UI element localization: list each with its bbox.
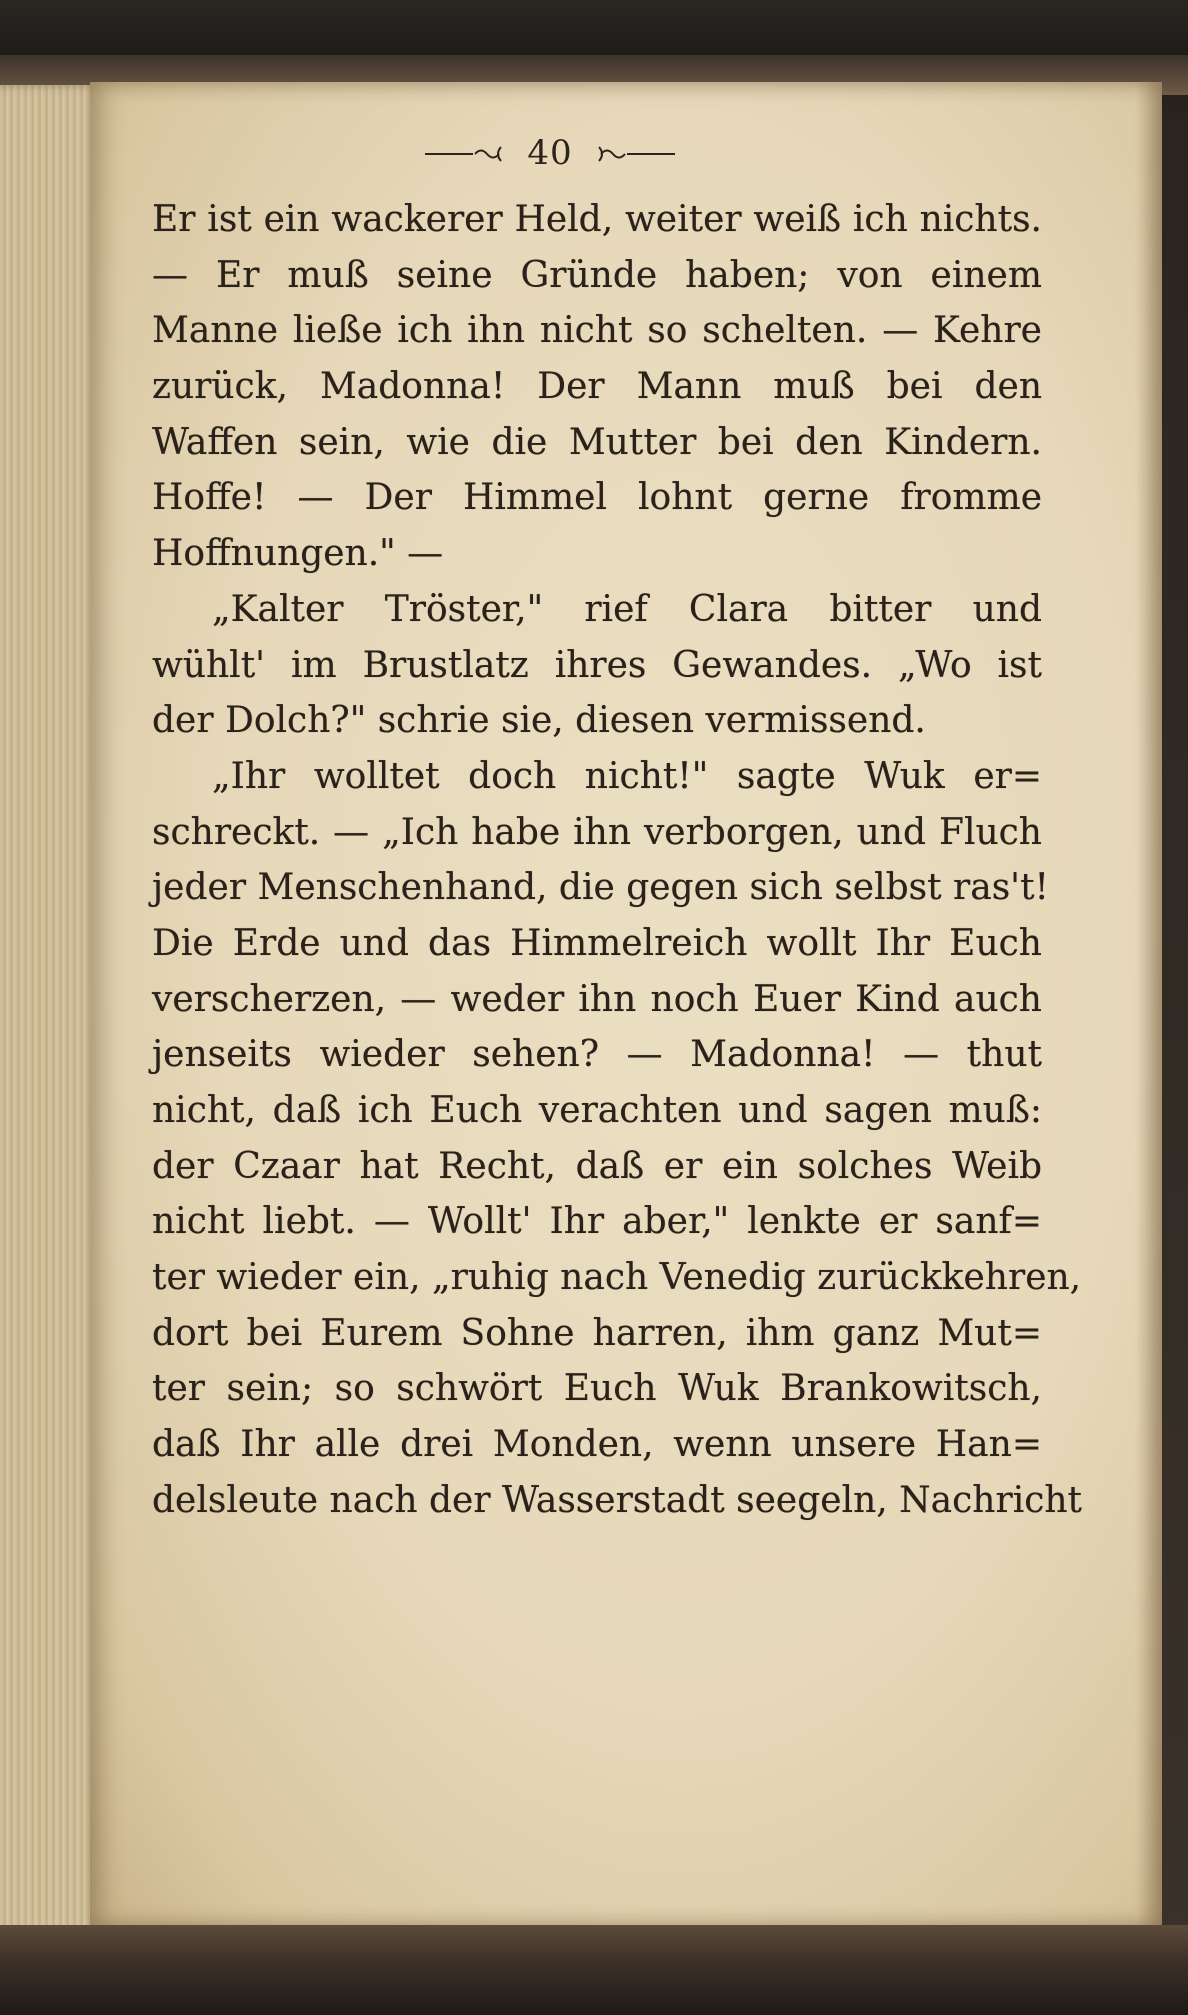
text-line: — Er muß seine Gründe haben; von einem xyxy=(152,254,1042,296)
page-header xyxy=(380,128,720,178)
text-line: daß Ihr alle drei Monden, wenn unsere Han= xyxy=(152,1424,1042,1466)
text-line: jeder Menschenhand, die gegen sich selbst ras't! xyxy=(152,867,1050,909)
text-line: Er ist ein wackerer Held, weiter weiß ich nichts. xyxy=(152,199,1042,240)
text-line: jenseits wieder sehen? — Madonna! — thut xyxy=(152,1034,1042,1076)
text-line: der Dolch?" schrie sie, diesen vermissend. xyxy=(152,700,926,742)
text-line: „Kalter Tröster," rief Clara bitter und xyxy=(212,588,1042,630)
text-line: dort bei Eurem Sohne harren, ihm ganz Mut= xyxy=(152,1312,1042,1354)
text-line: ter wieder ein, „ruhig nach Venedig zurückkehren, xyxy=(152,1257,1082,1299)
text-line: wühlt' im Brustlatz ihres Gewandes. „Wo ist xyxy=(152,644,1042,686)
page-number: 40 xyxy=(527,133,573,173)
left-ornament-icon xyxy=(423,143,513,163)
text-line: „Ihr wolltet doch nicht!" sagte Wuk er= xyxy=(212,755,1042,797)
page-stack-edge xyxy=(0,85,100,1945)
text-line: Waffen sein, wie die Mutter bei den Kindern. xyxy=(152,421,1042,463)
text-line: Hoffnungen." — xyxy=(152,533,444,575)
right-ornament-icon xyxy=(587,143,677,163)
text-line: schreckt. — „Ich habe ihn verborgen, und Fluch xyxy=(152,811,1042,853)
page-gutter-shadow xyxy=(1136,82,1162,1927)
text-line: verscherzen, — weder ihn noch Euer Kind auch xyxy=(152,978,1042,1020)
book-cover-bottom xyxy=(0,1925,1188,2015)
text-line: Die Erde und das Himmelreich wollt Ihr Euch xyxy=(152,922,1042,964)
text-line: Hoffe! — Der Himmel lohnt gerne fromme xyxy=(152,477,1042,519)
text-line: nicht liebt. — Wollt' Ihr aber," lenkte er sanf= xyxy=(152,1201,1042,1243)
text-line: nicht, daß ich Euch verachten und sagen muß: xyxy=(152,1090,1042,1131)
text-line: der Czaar hat Recht, daß er ein solches Weib xyxy=(152,1145,1042,1187)
text-line: ter sein; so schwört Euch Wuk Brankowitsch, xyxy=(152,1368,1042,1410)
text-line: zurück, Madonna! Der Mann muß bei den xyxy=(152,366,1042,408)
body-text xyxy=(152,192,1083,1529)
text-line: Manne ließe ich ihn nicht so schelten. — Kehre xyxy=(152,310,1042,352)
text-line: delsleute nach der Wasserstadt seegeln, Nachricht xyxy=(152,1479,1083,1521)
